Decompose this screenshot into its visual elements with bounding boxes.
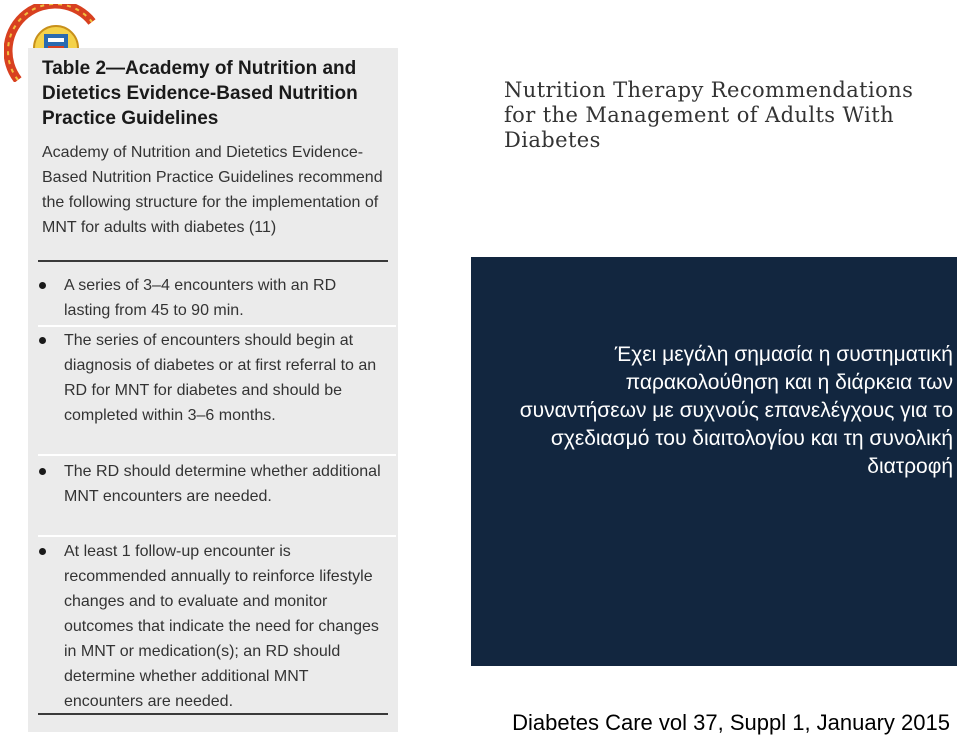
table-item: The series of encounters should begin at diagnosis of diabetes or at first referral to an RD for MNT for diabetes and should be completed within 3–6 months.	[64, 332, 377, 424]
row-divider	[38, 325, 396, 327]
table-title: Table 2—Academy of Nutrition and Dietetics Evidence-Based Nutrition Practice Guidelines	[42, 58, 358, 129]
table-item: A series of 3–4 encounters with an RD lasting from 45 to 90 min.	[64, 277, 337, 319]
guidelines-table	[28, 48, 398, 732]
callout-text: Έχει μεγάλη σημασία η συστηματική παρακολούθηση και η διάρκεια των συναντήσεων με συχνούς επανελέγχους για το σχεδιασμό του διαιτολογίου και τη συνολική διατροφή	[519, 343, 953, 478]
table-item: The RD should determine whether additional MNT encounters are needed.	[64, 463, 381, 505]
table-intro: Academy of Nutrition and Dietetics Evidence-Based Nutrition Practice Guidelines recommend the following structure for the implementation of MNT for adults with diabetes (11)	[42, 144, 383, 236]
callout-box	[471, 257, 957, 666]
article-heading: Nutrition Therapy Recommendations for the Management of Adults With Diabetes	[504, 78, 914, 152]
bullet-icon	[39, 548, 46, 555]
bullet-icon	[39, 337, 46, 344]
bullet-icon	[39, 468, 46, 475]
table-bottom-rule	[38, 713, 388, 715]
row-divider	[38, 535, 396, 537]
table-item: At least 1 follow-up encounter is recommended annually to reinforce lifestyle changes and to evaluate and monitor outcomes that indicate the need for changes in MNT or medication(s); an RD should determine whether additional MNT encounters are needed.	[64, 543, 379, 710]
citation: Diabetes Care vol 37, Suppl 1, January 2015	[512, 710, 950, 735]
bullet-icon	[39, 282, 46, 289]
table-top-rule	[38, 260, 388, 262]
row-divider	[38, 454, 396, 456]
